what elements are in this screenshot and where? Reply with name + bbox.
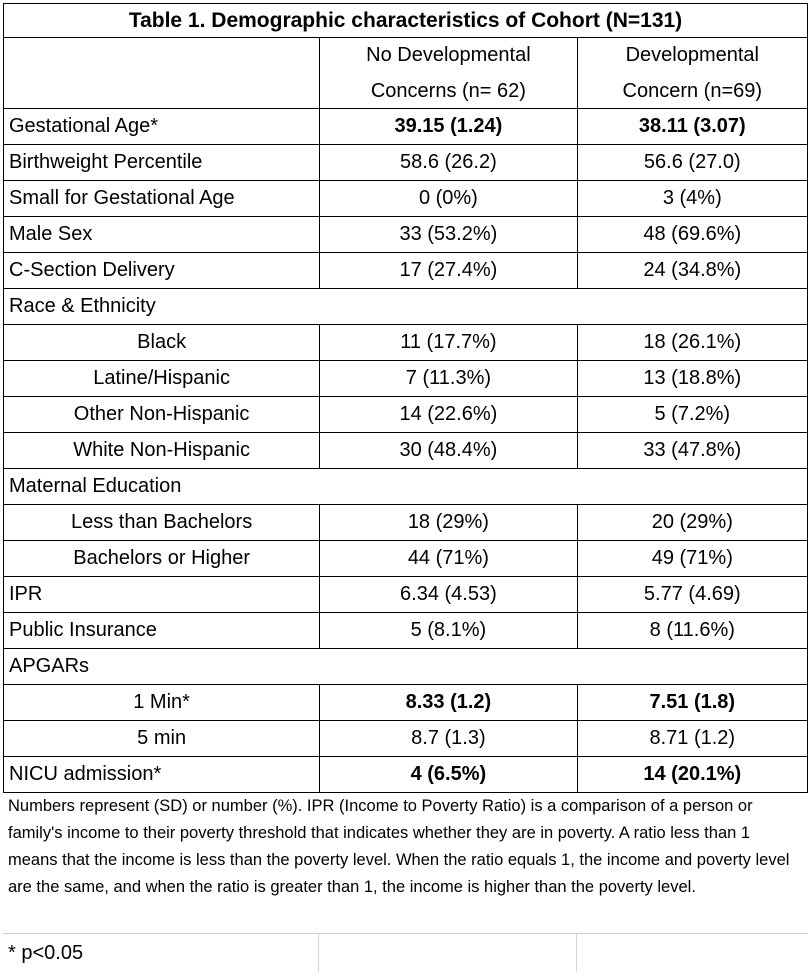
value-concern[interactable]: 48 (69.6%) (577, 217, 807, 252)
footnote-row (3, 934, 808, 972)
header-no-concerns-line2: Concerns (n= 62) (370, 80, 526, 102)
table-row (3, 504, 808, 540)
value-concern[interactable]: 38.11 (3.07) (577, 109, 807, 144)
table-row (3, 396, 808, 432)
table-row (3, 216, 808, 252)
table-row (3, 720, 808, 756)
value-no-concerns[interactable]: 44 (71%) (319, 541, 576, 576)
value-concern[interactable]: 33 (47.8%) (577, 433, 807, 468)
value-no-concerns[interactable]: 8.7 (1.3) (319, 721, 576, 756)
header-concern-line1: Developmental (625, 44, 759, 66)
value-no-concerns[interactable]: 6.34 (4.53) (319, 577, 576, 612)
column-header-row (3, 37, 808, 108)
value-concern[interactable]: 3 (4%) (577, 181, 807, 216)
row-label[interactable]: Small for Gestational Age (9, 187, 235, 209)
row-label[interactable]: Latine/Hispanic (93, 367, 230, 389)
value-no-concerns[interactable]: 14 (22.6%) (319, 397, 576, 432)
value-concern[interactable]: 56.6 (27.0) (577, 145, 807, 180)
value-concern[interactable]: 7.51 (1.8) (577, 685, 807, 720)
value-no-concerns[interactable]: 4 (6.5%) (319, 757, 576, 792)
header-concern[interactable] (577, 38, 807, 108)
value-no-concerns[interactable]: 7 (11.3%) (319, 361, 576, 396)
value-no-concerns[interactable]: 17 (27.4%) (319, 253, 576, 288)
empty-cell[interactable] (319, 934, 577, 972)
value-no-concerns[interactable]: 5 (8.1%) (319, 613, 576, 648)
table-row (3, 360, 808, 396)
table-row (3, 432, 808, 468)
row-label[interactable]: C-Section Delivery (9, 259, 175, 281)
section-label[interactable]: Race & Ethnicity (9, 295, 156, 317)
row-label[interactable]: Gestational Age* (9, 115, 158, 137)
table-row (3, 144, 808, 180)
row-label[interactable]: Other Non-Hispanic (73, 403, 250, 425)
section-label[interactable]: Maternal Education (9, 475, 182, 497)
section-row (3, 648, 808, 684)
value-no-concerns[interactable]: 39.15 (1.24) (319, 109, 576, 144)
value-concern[interactable]: 8 (11.6%) (577, 613, 807, 648)
table-row (3, 576, 808, 612)
table-row (3, 540, 808, 576)
table-notes[interactable]: Numbers represent (SD) or number (%). IPR (Income to Poverty Ratio) is a comparison of a person or family's income to their poverty threshold that indicates whether they are in poverty. A ratio less than 1 means that the income is less than the poverty level. When the ratio equals 1, the income and poverty level are the same, and when the ratio is greater than 1, the income is higher than the poverty level. (3, 792, 808, 934)
value-no-concerns[interactable]: 18 (29%) (319, 505, 576, 540)
table-row (3, 324, 808, 360)
value-no-concerns[interactable]: 0 (0%) (319, 181, 576, 216)
value-no-concerns[interactable]: 58.6 (26.2) (319, 145, 576, 180)
header-empty-cell[interactable] (4, 38, 319, 108)
value-no-concerns[interactable]: 33 (53.2%) (319, 217, 576, 252)
header-no-concerns[interactable] (319, 38, 576, 108)
row-label[interactable]: Bachelors or Higher (73, 547, 250, 569)
value-concern[interactable]: 8.71 (1.2) (577, 721, 807, 756)
value-no-concerns[interactable]: 30 (48.4%) (319, 433, 576, 468)
table-row (3, 684, 808, 720)
table-row (3, 252, 808, 288)
significance-footnote[interactable]: * p<0.05 (3, 934, 319, 972)
table-row (3, 756, 808, 792)
value-concern[interactable]: 14 (20.1%) (577, 757, 807, 792)
row-label[interactable]: White Non-Hispanic (73, 439, 250, 461)
value-no-concerns[interactable]: 8.33 (1.2) (319, 685, 576, 720)
table-title-row (3, 3, 808, 37)
table-row (3, 612, 808, 648)
value-concern[interactable]: 49 (71%) (577, 541, 807, 576)
table-row (3, 108, 808, 144)
row-label[interactable]: 1 Min* (133, 691, 190, 713)
table-title: Table 1. Demographic characteristics of Cohort (N=131) (128, 8, 683, 32)
row-label[interactable]: Black (137, 331, 187, 353)
value-concern[interactable]: 24 (34.8%) (577, 253, 807, 288)
value-concern[interactable]: 20 (29%) (577, 505, 807, 540)
row-label[interactable]: NICU admission* (9, 763, 162, 785)
row-label[interactable]: Less than Bachelors (70, 511, 253, 533)
demographics-table (3, 3, 808, 972)
value-concern[interactable]: 5.77 (4.69) (577, 577, 807, 612)
row-label[interactable]: Birthweight Percentile (9, 151, 203, 173)
row-label[interactable]: 5 min (137, 727, 187, 749)
row-label[interactable]: Public Insurance (9, 619, 157, 641)
table-row (3, 180, 808, 216)
row-label[interactable]: Male Sex (9, 223, 93, 245)
section-label[interactable]: APGARs (9, 655, 90, 677)
value-concern[interactable]: 18 (26.1%) (577, 325, 807, 360)
header-concern-line2: Concern (n=69) (622, 80, 763, 102)
header-no-concerns-line1: No Developmental (366, 44, 531, 66)
value-concern[interactable]: 13 (18.8%) (577, 361, 807, 396)
empty-cell[interactable] (577, 934, 808, 972)
value-concern[interactable]: 5 (7.2%) (577, 397, 807, 432)
value-no-concerns[interactable]: 11 (17.7%) (319, 325, 576, 360)
section-row (3, 468, 808, 504)
row-label[interactable]: IPR (9, 583, 43, 605)
section-row (3, 288, 808, 324)
